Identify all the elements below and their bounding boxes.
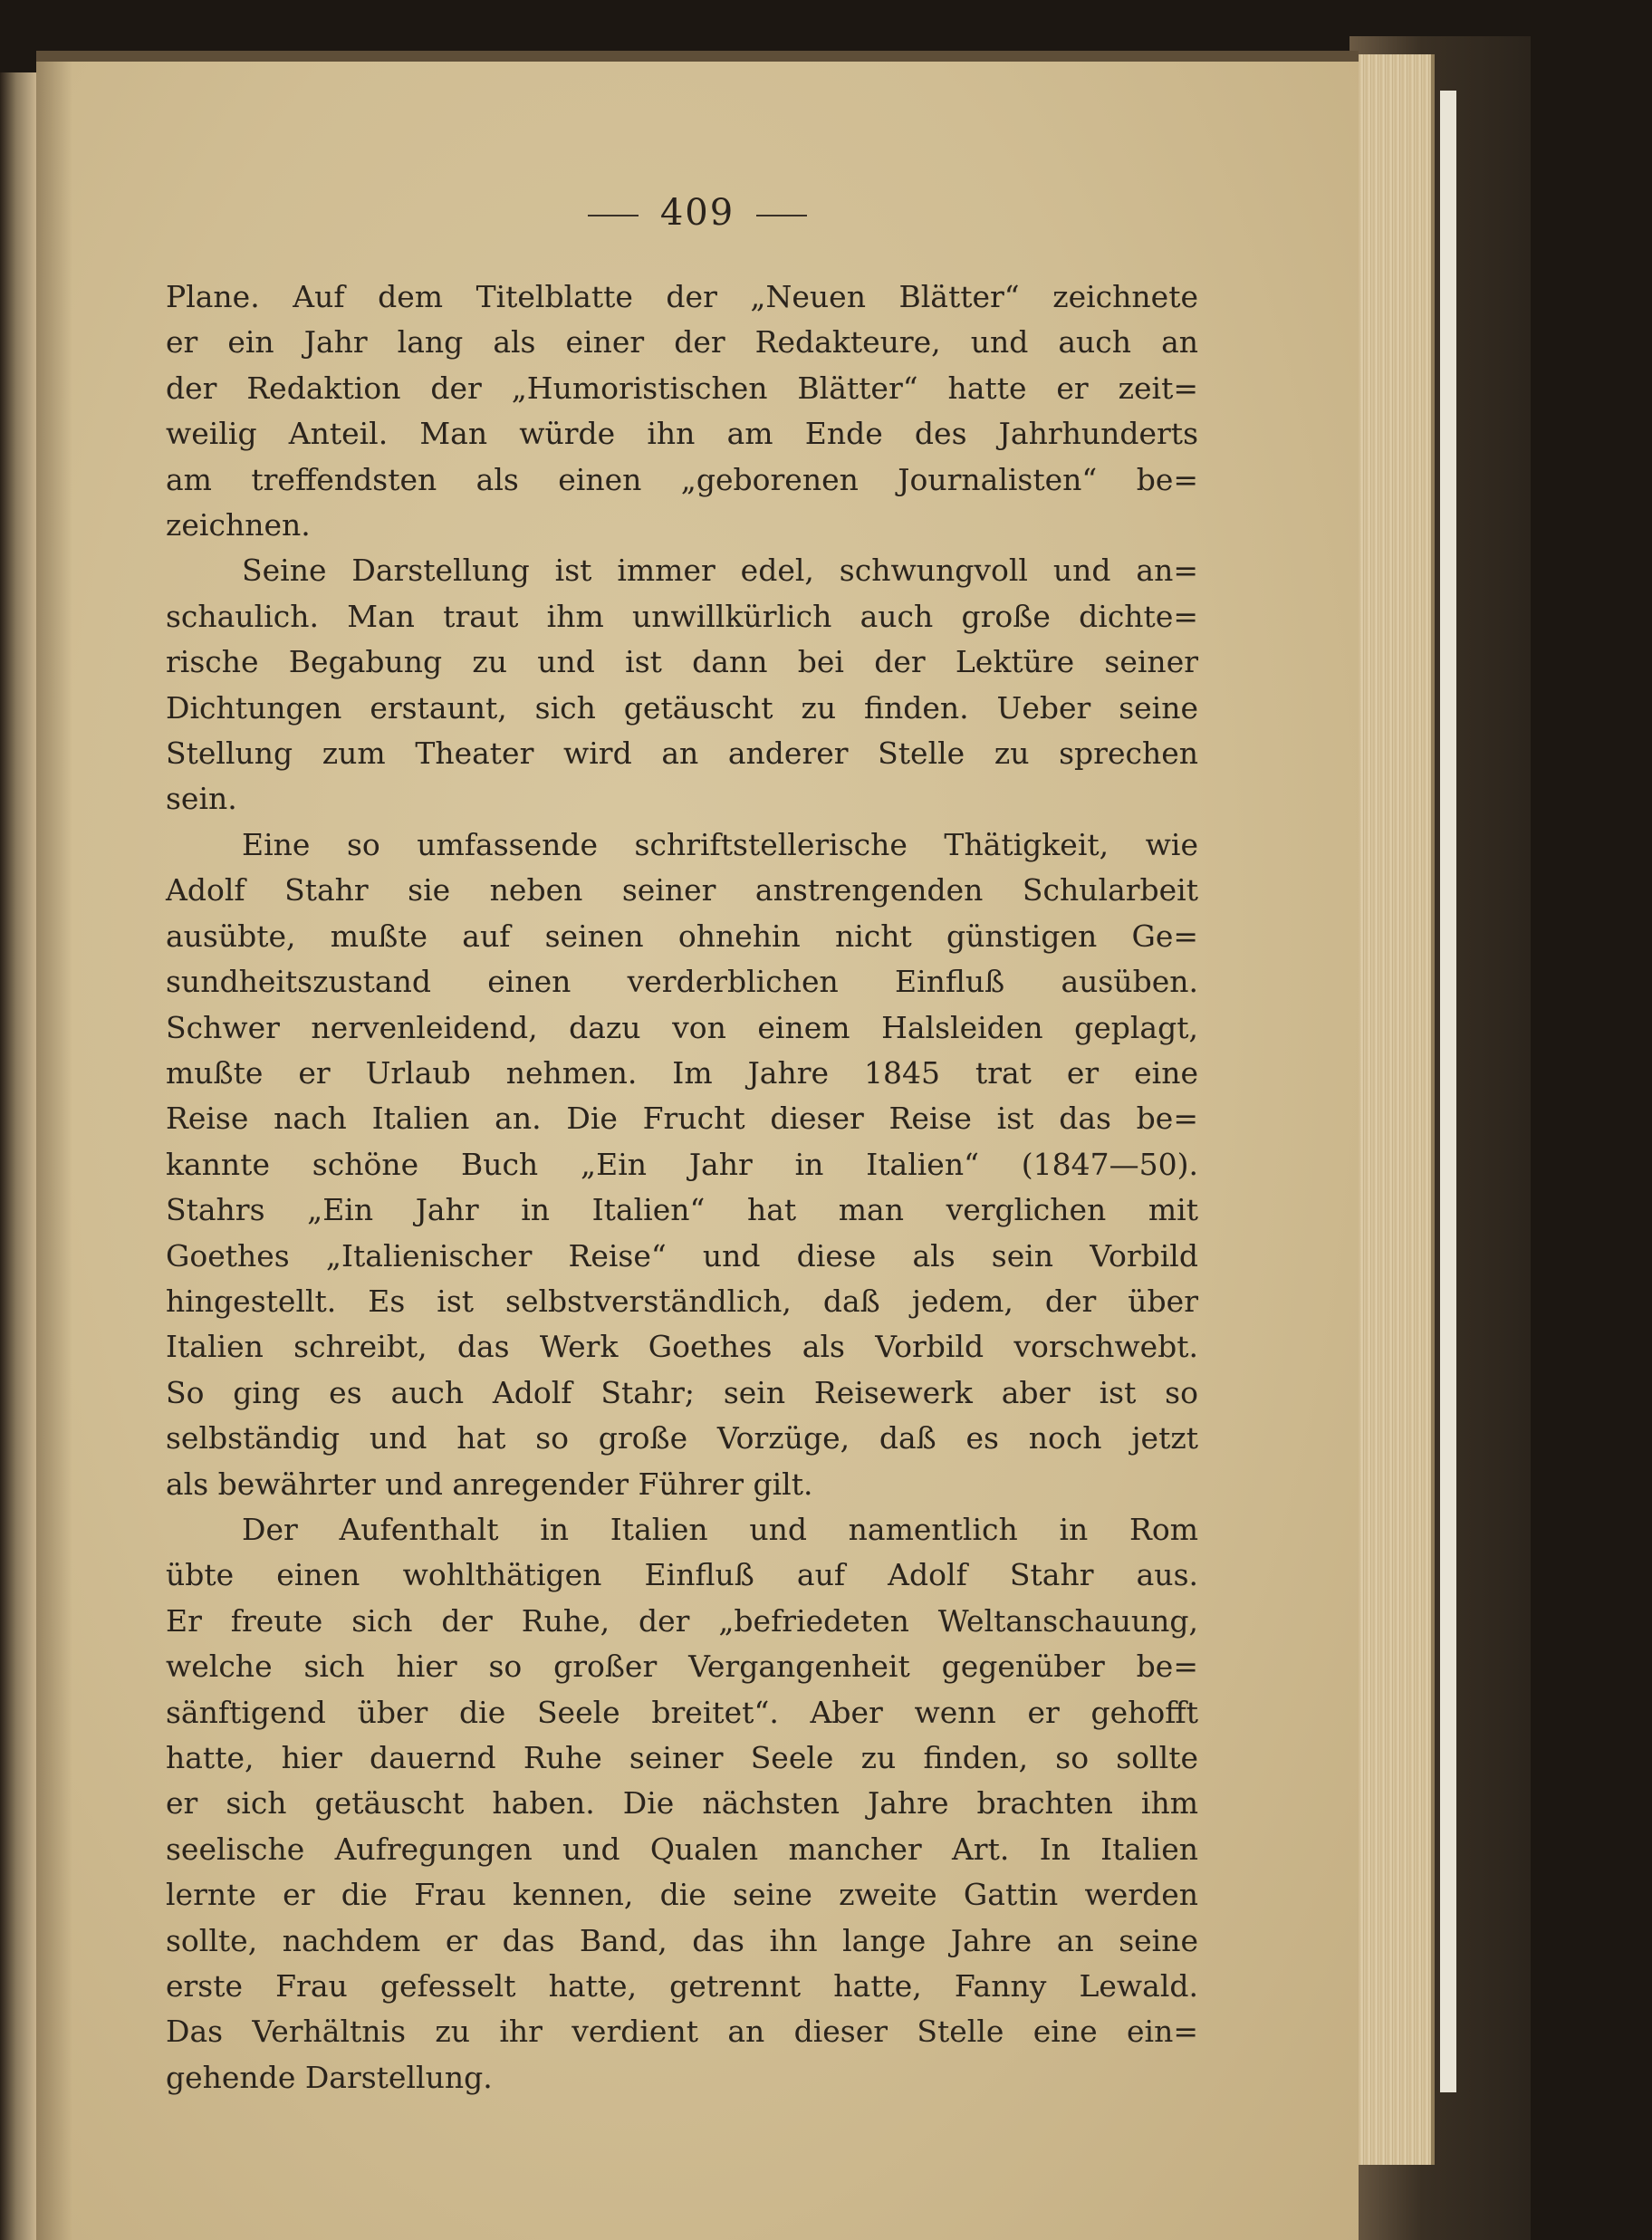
paragraph-3 bbox=[166, 822, 1198, 1507]
text-line: lernte er die Frau kennen, die seine zweite Gattin werden bbox=[166, 1877, 1198, 1913]
text-line: mußte er Urlaub nehmen. Im Jahre 1845 trat er eine bbox=[166, 1054, 1198, 1091]
text-line: gehende Darstellung. bbox=[166, 2059, 493, 2095]
text-line: hatte, hier dauernd Ruhe seiner Seele zu finden, so sollte bbox=[166, 1740, 1198, 1775]
text-line: sollte, nachdem er das Band, das ihn lange Jahre an seine bbox=[166, 1922, 1198, 1958]
text-line: Stahrs „Ein Jahr in Italien“ hat man verglichen mit bbox=[166, 1192, 1198, 1228]
text-line: sein. bbox=[166, 781, 237, 817]
text-line: der Redaktion der „Humoristischen Blätter“ hatte er zeit= bbox=[166, 370, 1198, 406]
text-line: weilig Anteil. Man würde ihn am Ende des Jahrhunderts bbox=[166, 416, 1198, 452]
text-line: sänftigend über die Seele breitet“. Aber wenn er gehofft bbox=[166, 1694, 1198, 1730]
text-line: er ein Jahr lang als einer der Redakteure, und auch an bbox=[166, 324, 1198, 361]
text-line: am treffendsten als einen „geborenen Journalisten“ be= bbox=[166, 461, 1198, 497]
text-line: Eine so umfassende schriftstellerische Thätigkeit, wie bbox=[242, 826, 1198, 862]
book-page bbox=[36, 51, 1359, 2240]
text-line: Goethes „Italienischer Reise“ und diese als sein Vorbild bbox=[166, 1237, 1198, 1274]
paragraph-1 bbox=[166, 274, 1198, 548]
text-line: welche sich hier so großer Vergangenheit gegenüber be= bbox=[166, 1649, 1198, 1685]
text-line: Italien schreibt, das Werk Goethes als Vorbild vorschwebt. bbox=[166, 1329, 1198, 1365]
page-edges bbox=[1349, 54, 1435, 2165]
text-line: Er freute sich der Ruhe, der „befriedeten Weltanschauung, bbox=[166, 1602, 1198, 1639]
text-line: ausübte, mußte auf seinen ohnehin nicht günstigen Ge= bbox=[166, 918, 1198, 954]
text-line: Schwer nervenleidend, dazu von einem Halsleiden geplagt, bbox=[166, 1009, 1198, 1045]
text-line: Stellung zum Theater wird an anderer Stelle zu sprechen bbox=[166, 735, 1198, 772]
page-number: 409 bbox=[659, 192, 735, 234]
text-line: Reise nach Italien an. Die Frucht dieser Reise ist das be= bbox=[166, 1101, 1198, 1137]
text-line: Dichtungen erstaunt, sich getäuscht zu finden. Ueber seine bbox=[166, 689, 1198, 726]
text-line: kannte schöne Buch „Ein Jahr in Italien“ (1847—50). bbox=[166, 1146, 1198, 1182]
paragraph-2 bbox=[166, 548, 1198, 822]
body-text bbox=[166, 274, 1198, 2101]
page-header bbox=[36, 192, 1359, 234]
text-line: Plane. Auf dem Titelblatte der „Neuen Blätter“ zeichnete bbox=[166, 279, 1198, 314]
text-line: zeichnen. bbox=[166, 507, 311, 543]
text-line: als bewährter und anregender Führer gilt. bbox=[166, 1466, 813, 1502]
gutter-shadow bbox=[36, 62, 72, 2240]
paragraph-4 bbox=[166, 1507, 1198, 2101]
text-line: erste Frau gefesselt hatte, getrennt hatte, Fanny Lewald. bbox=[166, 1968, 1198, 2004]
page-edge-highlight bbox=[1440, 91, 1456, 2092]
text-line: Der Aufenthalt in Italien und namentlich in Rom bbox=[242, 1511, 1198, 1547]
header-dash-right bbox=[756, 215, 807, 216]
text-line: So ging es auch Adolf Stahr; sein Reisewerk aber ist so bbox=[166, 1374, 1198, 1410]
text-line: seelische Aufregungen und Qualen mancher Art. In Italien bbox=[166, 1831, 1198, 1867]
text-line: Adolf Stahr sie neben seiner anstrengenden Schularbeit bbox=[166, 872, 1198, 908]
text-line: er sich getäuscht haben. Die nächsten Jahre brachten ihm bbox=[166, 1785, 1198, 1822]
header-dash-left bbox=[588, 215, 639, 216]
text-line: sundheitszustand einen verderblichen Einfluß ausüben. bbox=[166, 964, 1198, 1000]
text-line: schaulich. Man traut ihm unwillkürlich auch große dichte= bbox=[166, 598, 1198, 634]
text-line: übte einen wohlthätigen Einfluß auf Adolf Stahr aus. bbox=[166, 1557, 1198, 1593]
text-line: hingestellt. Es ist selbstverständlich, daß jedem, der über bbox=[166, 1283, 1198, 1319]
text-line: Seine Darstellung ist immer edel, schwungvoll und an= bbox=[242, 553, 1198, 589]
previous-page-edge bbox=[0, 72, 36, 2240]
text-line: rische Begabung zu und ist dann bei der Lektüre seiner bbox=[166, 644, 1198, 680]
text-line: selbständig und hat so große Vorzüge, daß es noch jetzt bbox=[166, 1420, 1198, 1456]
text-line: Das Verhältnis zu ihr verdient an dieser Stelle eine ein= bbox=[166, 2014, 1198, 2050]
